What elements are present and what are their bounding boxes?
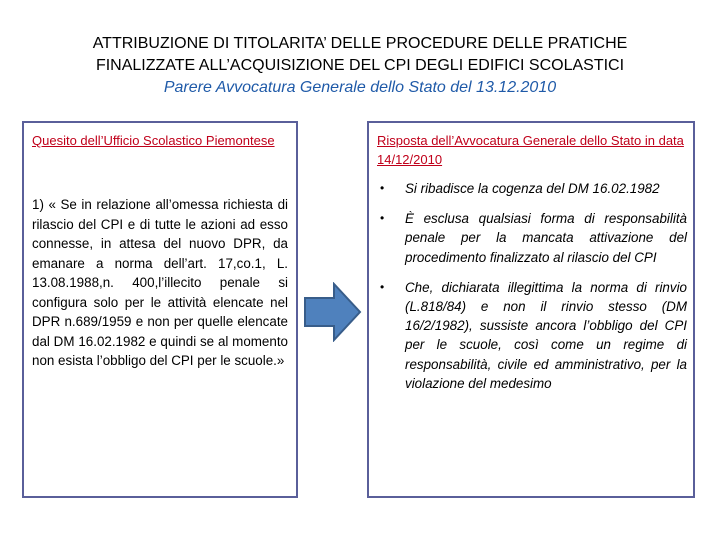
question-heading: Quesito dell’Ufficio Scolastico Piemontese xyxy=(32,133,275,148)
right-arrow-icon xyxy=(304,282,362,342)
question-text: 1) « Se in relazione all’omessa richiesta di rilascio del CPI e di tutte le azioni ad esso connesse, in attesa del nuovo DPR, da emanare a norma dell’art. 17,co.1, L. 13.08.1988,n. 400,l’illecito penale si configura solo per le attività elencate nel DPR n.689/1959 e non per quelle elencate dal DM 16.02.1982 e quindi se al momento non esista l’obbligo del CPI per le scuole.» xyxy=(32,197,288,368)
bullet-dot-icon: • xyxy=(380,279,385,294)
answer-box xyxy=(367,121,695,498)
list-item-text: È esclusa qualsiasi forma di responsabilità penale per la mancata attivazione del procedimento finalizzato al rilascio del CPI xyxy=(405,211,687,265)
list-item xyxy=(377,209,687,267)
answer-heading: Risposta dell’Avvocatura Generale dello Stato in data 14/12/2010 xyxy=(377,133,684,167)
bullet-dot-icon: • xyxy=(380,211,385,226)
list-item-text: Che, dichiarata illegittima la norma di rinvio (L.818/84) e non il rinvio stesso (DM 16/2/1982), sussiste ancora l’obbligo del CPI per le scuole, così come un regime di responsabilità, civile ed amministrativo, per la violazione del medesimo xyxy=(405,279,687,391)
title-line-2: FINALIZZATE ALL’ACQUISIZIONE DEL CPI DEGLI EDIFICI SCOLASTICI xyxy=(95,57,625,74)
list-item xyxy=(377,179,687,198)
bullet-dot-icon: • xyxy=(380,181,385,195)
list-item-text: Si ribadisce la cogenza del DM 16.02.1982 xyxy=(405,181,660,196)
title-line-1: ATTRIBUZIONE DI TITOLARITA’ DELLE PROCEDURE DELLE PRATICHE xyxy=(92,35,628,52)
answer-list xyxy=(377,179,687,404)
slide-title xyxy=(20,33,700,99)
list-item xyxy=(377,278,687,393)
title-subtitle: Parere Avvocatura Generale dello Stato del 13.12.2010 xyxy=(163,79,557,96)
question-box xyxy=(22,121,298,498)
